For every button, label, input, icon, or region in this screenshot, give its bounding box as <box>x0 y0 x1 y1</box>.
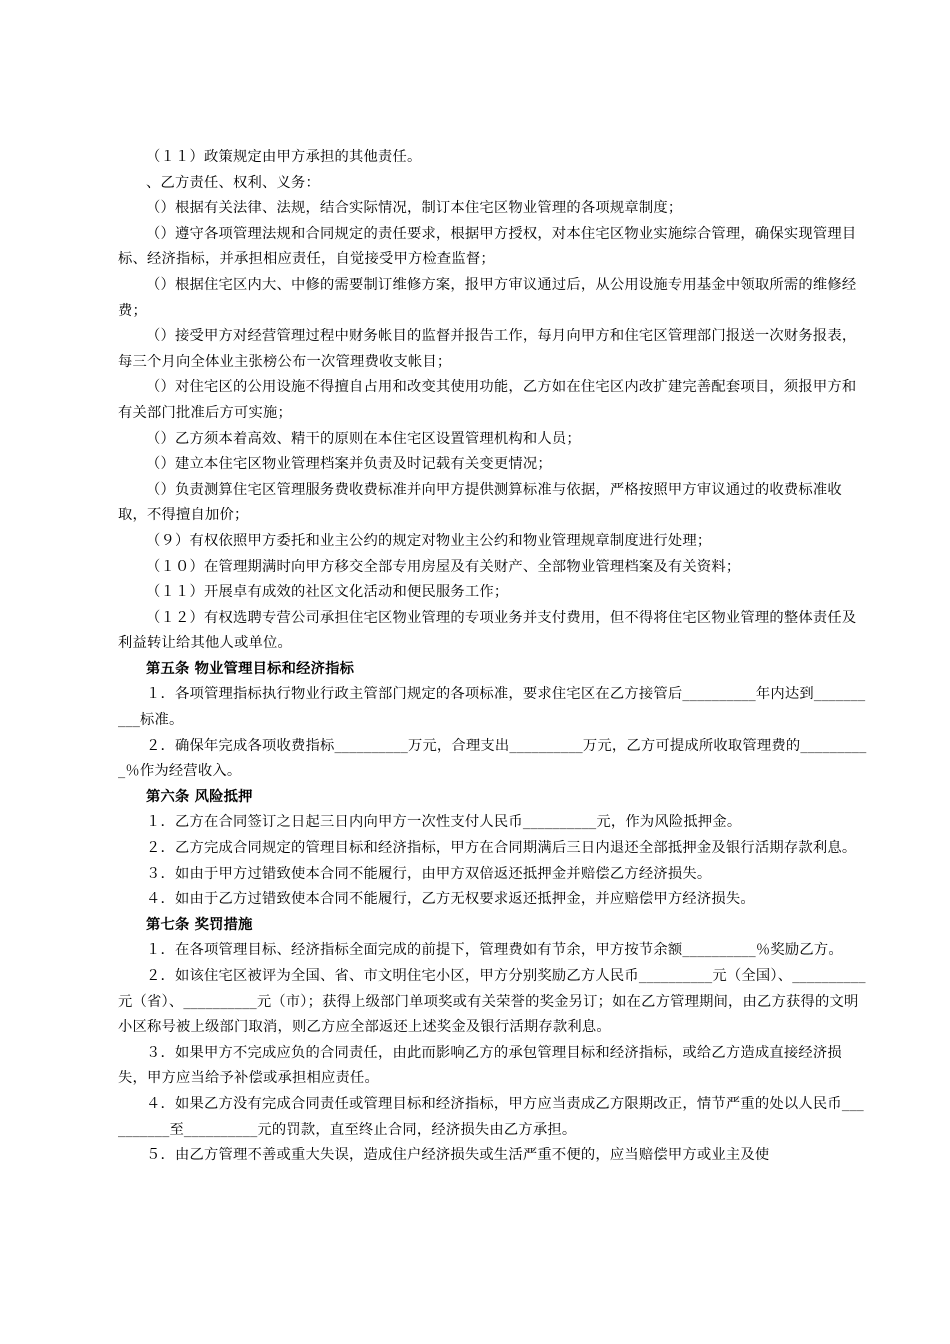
article-heading: 第五条 物业管理目标和经济指标 <box>146 660 355 677</box>
paragraph: （）根据住宅区内大、中修的需要制订维修方案，报甲方审议通过后，从公用设施专用基金中领取所需的维修经费； <box>118 276 857 319</box>
paragraph: （１２）有权选聘专营公司承担住宅区物业管理的专项业务并支付费用，但不得将住宅区物业管理的整体责任及利益转让给其他人或单位。 <box>118 609 857 652</box>
paragraph: （）根据有关法律、法规，结合实际情况，制订本住宅区物业管理的各项规章制度； <box>146 200 683 217</box>
paragraph: 、乙方责任、权利、义务： <box>146 174 320 191</box>
paragraph: ２．如该住宅区被评为全国、省、市文明住宅小区，甲方分别奖励乙方人民币__________元（全国）、__________元（省）、__________元（市）；获得上级部门单项奖或有关荣誉的奖金另订；如在乙方管理期间，由乙方获得的文明小区称号被上级部门取消，则乙方应全部返还上述奖金及银行活期存款利息。 <box>118 968 866 1036</box>
article-heading: 第六条 风险抵押 <box>146 788 253 805</box>
paragraph: １．乙方在合同签订之日起三日内向甲方一次性支付人民币__________元，作为风险抵押金。 <box>146 814 742 831</box>
paragraph: ４．如由于乙方过错致使本合同不能履行，乙方无权要求返还抵押金，并应赔偿甲方经济损失。 <box>146 891 755 908</box>
document-body <box>118 145 868 1169</box>
paragraph: （）遵守各项管理法规和合同规定的责任要求，根据甲方授权，对本住宅区物业实施综合管理，确保实现管理目标、经济指标，并承担相应责任，自觉接受甲方检查监督； <box>118 225 857 268</box>
paragraph: ３．如果甲方不完成应负的合同责任，由此而影响乙方的承包管理目标和经济指标，或给乙方造成直接经济损失，甲方应当给予补偿或承担相应责任。 <box>118 1044 842 1087</box>
paragraph: （１１）政策规定由甲方承担的其他责任。 <box>146 149 422 165</box>
paragraph: ５．由乙方管理不善或重大失误，造成住户经济损失或生活严重不便的，应当赔偿甲方或业主及使 <box>146 1147 770 1164</box>
paragraph: （１０）在管理期满时向甲方移交全部专用房屋及有关财产、全部物业管理档案及有关资料； <box>146 558 741 575</box>
paragraph: （１１）开展卓有成效的社区文化活动和便民服务工作； <box>146 584 509 601</box>
paragraph: ３．如由于甲方过错致使本合同不能履行，由甲方双倍返还抵押金并赔偿乙方经济损失。 <box>146 865 712 882</box>
paragraph: ４．如果乙方没有完成合同责任或管理目标和经济指标，甲方应当责成乙方限期改正，情节严重的处以人民币__________至__________元的罚款，直至终止合同，经济损失由乙方承担。 <box>118 1095 864 1138</box>
article-heading: 第七条 奖罚措施 <box>146 916 253 933</box>
paragraph: １．各项管理指标执行物业行政主管部门规定的各项标准，要求住宅区在乙方接管后__________年内达到__________标准。 <box>118 686 866 729</box>
paragraph: ２．乙方完成合同规定的管理目标和经济指标，甲方在合同期满后三日内退还全部抵押金及银行活期存款利息。 <box>146 840 857 857</box>
paragraph: １．在各项管理目标、经济指标全面完成的前提下，管理费如有节余，甲方按节余额__________％奖励乙方。 <box>146 942 843 959</box>
paragraph: （）乙方须本着高效、精干的原则在本住宅区设置管理机构和人员； <box>146 430 581 447</box>
paragraph: （９）有权依照甲方委托和业主公约的规定对物业主公约和物业管理规章制度进行处理； <box>146 532 712 549</box>
paragraph: （）负责测算住宅区管理服务费收费标准并向甲方提供测算标准与依据，严格按照甲方审议通过的收费标准收取，不得擅自加价； <box>118 481 842 524</box>
paragraph: （）建立本住宅区物业管理档案并负责及时记载有关变更情况； <box>146 456 552 473</box>
paragraph: ２．确保年完成各项收费指标__________万元，合理支出__________万元，乙方可提成所收取管理费的__________％作为经营收入。 <box>118 737 867 780</box>
paragraph: （）接受甲方对经营管理过程中财务帐目的监督并报告工作，每月向甲方和住宅区管理部门报送一次财务报表，每三个月向全体业主张榜公布一次管理费收支帐目； <box>118 328 857 370</box>
paragraph: （）对住宅区的公用设施不得擅自占用和改变其使用功能，乙方如在住宅区内改扩建完善配套项目，须报甲方和有关部门批准后方可实施； <box>118 379 857 421</box>
